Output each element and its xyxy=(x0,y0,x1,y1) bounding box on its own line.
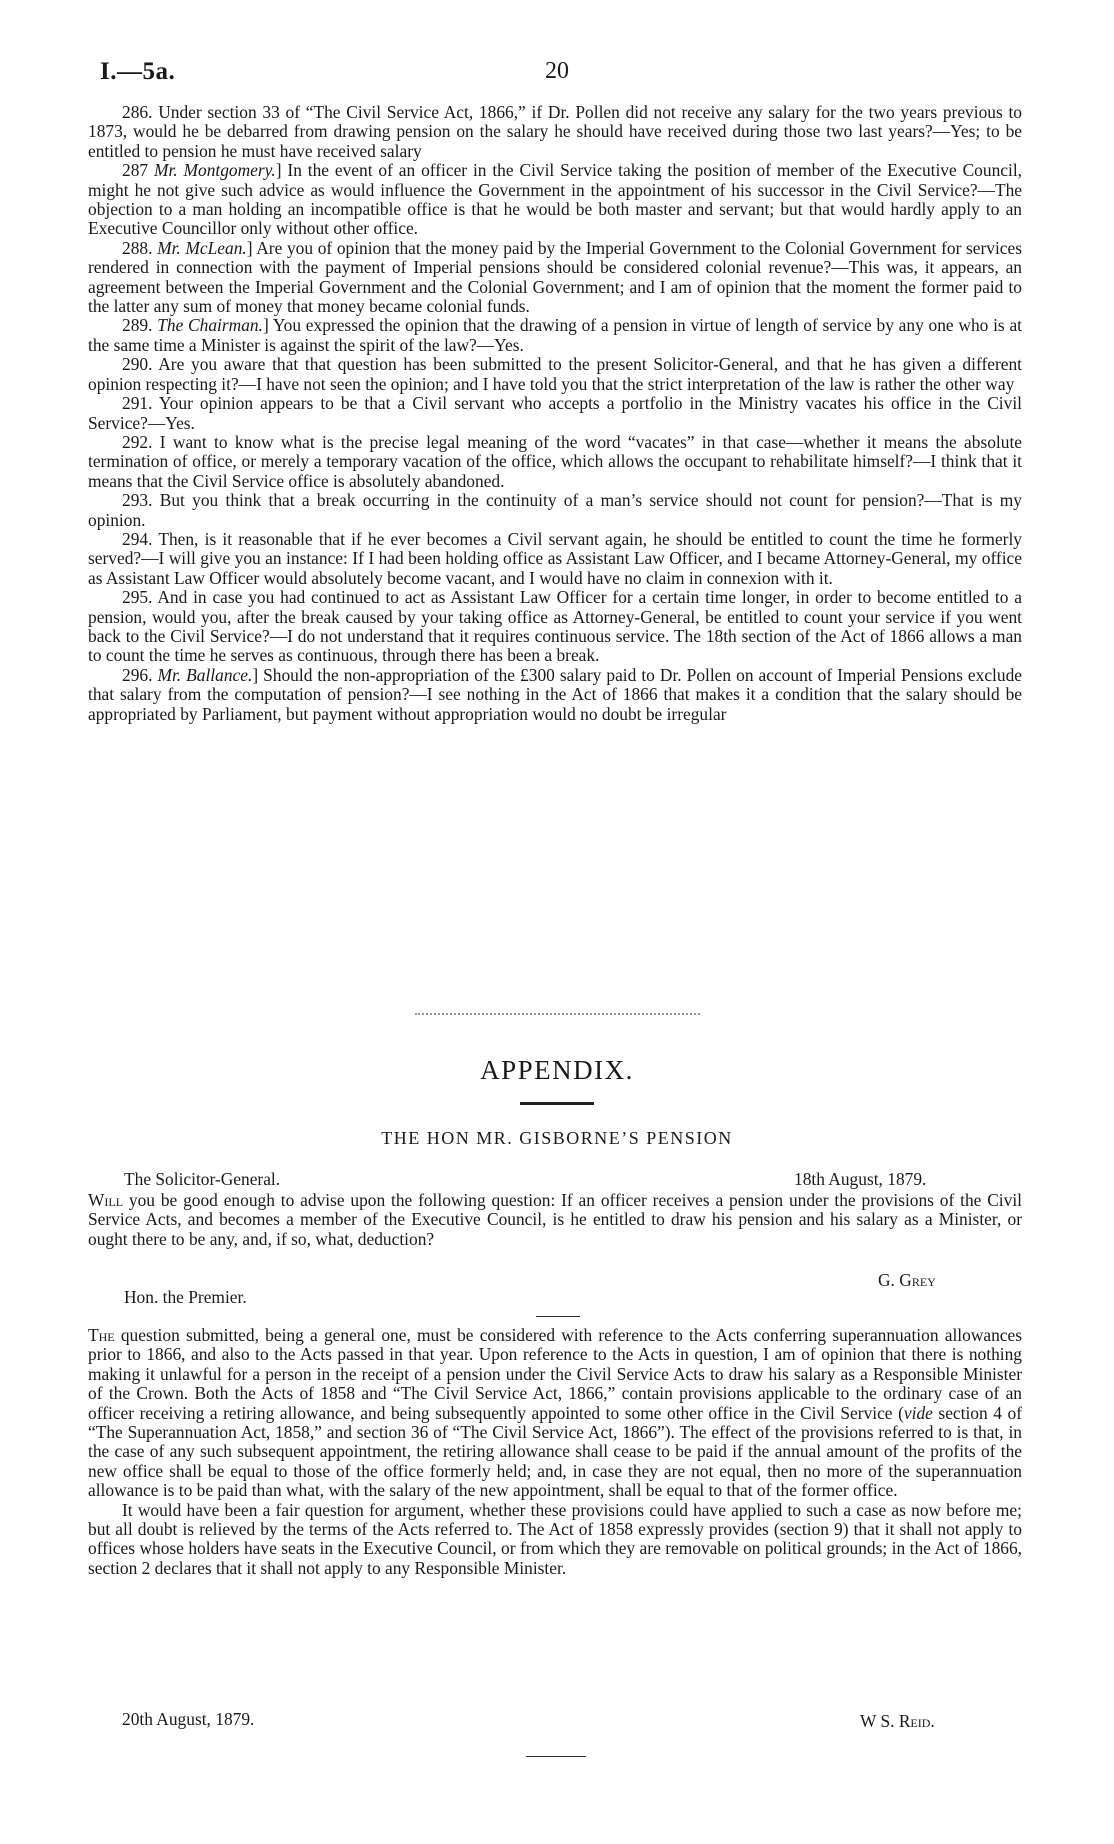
question-289 xyxy=(88,316,1022,355)
opinion-date: 20th August, 1879. xyxy=(122,1709,255,1729)
question-292 xyxy=(88,433,1022,491)
question-number: 291. xyxy=(122,393,159,414)
appendix-subtitle: THE HON MR. GISBORNE’S PENSION xyxy=(381,1128,733,1148)
question-293 xyxy=(88,491,1022,530)
minutes-of-evidence xyxy=(88,103,1022,724)
question-296 xyxy=(88,666,1022,724)
question-text: But you think that a break occurring in the continuity of a man’s service should not count for pension?—That is my opinion. xyxy=(88,490,1022,530)
question-text: Are you aware that that question has been submitted to the present Solicitor-General, and that he has given a different opinion respecting it?—I have not seen the opinion; and I have told you that the strict interpretation of the law is rather the other way xyxy=(88,354,1022,394)
letter-body xyxy=(88,1191,1022,1249)
opinion-paragraph-2: It would have been a fair question for argument, whether these provisions could have applied to such a case as now before me; but all doubt is relieved by the terms of the Acts referred to. The Act of 1858 expressly provides (section 9) that it shall not apply to offices whose holders have seats in the Executive Council, or from which they are removable on political grounds; in the Act of 1866, section 2 declares that it shall not apply to any Responsible Minister. xyxy=(88,1499,1022,1578)
question-291 xyxy=(88,394,1022,433)
letter-lead-word: Will xyxy=(88,1190,124,1210)
speaker-name: Mr. Montgomery. xyxy=(153,160,276,181)
question-286 xyxy=(88,103,1022,161)
question-number: 295. xyxy=(122,587,158,608)
vide-word: vide xyxy=(903,1402,933,1423)
question-294 xyxy=(88,530,1022,588)
letter-text xyxy=(88,1191,1022,1249)
question-text: ] Should the non-appropriation of the £300 salary paid to Dr. Pollen on account of Imperial Pensions exclude that salary from the computation of pension?—I see nothing in the Act of 1866 that makes it a condition that the salary should be appropriated by Parliament, but payment without appropriation would no doubt be irregular xyxy=(88,664,1022,724)
question-number: 294. xyxy=(122,528,159,549)
opinion-signature: W S. Reid. xyxy=(860,1711,935,1731)
letter-addressee: The Solicitor-General. xyxy=(124,1169,281,1189)
page-header xyxy=(0,58,1114,88)
end-rule xyxy=(526,1756,586,1757)
question-number: 292. xyxy=(122,431,160,452)
section-separator xyxy=(415,1013,700,1015)
letter-signature: G. Grey xyxy=(878,1270,936,1290)
speaker-name: Mr. McLean. xyxy=(157,237,247,258)
opinion-lead-word: The xyxy=(88,1325,115,1345)
opinion-text-continued: section 4 of “The Superannuation Act, 1858,” and section 36 of “The Civil Service Act, 1866”). The effect of the provisions referred to is that, in the case of any such subsequent appointment, the retiring allowance shall cease to be paid if the annual amount of the profits of the new office shall be equal to those of the office formerly held; and, in case they are not equal, then no more of the superannuation allowance is to be paid than what, with the salary of the new appointment, shall be equal to that of the former office. xyxy=(88,1402,1022,1501)
question-number: 288. xyxy=(122,237,158,258)
speaker-name: The Chairman. xyxy=(157,315,263,336)
question-number: 287 xyxy=(122,160,154,181)
question-text: ] Are you of opinion that the money paid by the Imperial Government to the Colonial Government for services rendered in connection with the payment of Imperial pensions should be considered colonial revenue?—This was, it appears, an agreement between the Imperial Government and the Colonial Government; and I am of opinion that the moment the former paid to the latter any sum of money that money became colonial funds. xyxy=(88,237,1023,317)
legal-opinion xyxy=(88,1326,1022,1578)
letter-date: 18th August, 1879. xyxy=(794,1169,927,1189)
question-number: 290. xyxy=(122,354,159,375)
divider-rule xyxy=(536,1316,580,1317)
question-number: 286. xyxy=(122,102,159,122)
question-text: Your opinion appears to be that a Civil servant who accepts a portfolio in the Ministry vacates his office in the Civil Service?—Yes. xyxy=(88,393,1022,433)
question-text: And in case you had continued to act as Assistant Law Officer for a certain time longer, in order to become entitled to a pension, would you, after the break caused by your taking office as Attorney-General, be entitled to count your service if you went back to the Civil Service?—I do not understand that it requires continuous service. The 18th section of the Act of 1866 allows a man to count the time he serves as continuous, through there has been a break. xyxy=(88,587,1022,666)
question-text: Then, is it reasonable that if he ever becomes a Civil servant again, he should be entitled to count the time he formerly served?—I will give you an instance: If I had been holding office as Assistant Law Officer, and I became Attorney-General, my office as Assistant Law Officer would absolutely become vacant, and I would have no claim in connexion with it. xyxy=(88,528,1022,588)
question-number: 293. xyxy=(122,490,160,511)
opinion-text: question submitted, being a general one, must be considered with reference to the Acts conferring superannuation allowances prior to 1866, and also to the Acts passed in that year. Upon reference to the Acts in question, I am of opinion that there is nothing making it unlawful for a person in the receipt of a pension under the Civil Service Acts to draw his salary as a Responsible Minister of the Crown. Both the Acts of 1858 and “The Civil Service Act, 1866,” contain provisions applicable to the ordinary case of an officer receiving a retiring allowance, and being subsequently appointed to some other office in the Civil Service ( xyxy=(88,1325,1022,1423)
question-290 xyxy=(88,355,1022,394)
document-reference: I.—5a. xyxy=(100,58,176,85)
question-text: I want to know what is the precise legal meaning of the word “vacates” in that case—whether it means the absolute termination of office, or merely a temporary vacation of the office, which allows the occupant to rehabilitate himself?—I think that it means that the Civil Service office is absolutely abandoned. xyxy=(88,431,1023,491)
appendix-heading: APPENDIX. xyxy=(480,1055,634,1085)
page-number: 20 xyxy=(545,58,569,84)
question-text: Under section 33 of “The Civil Service Act, 1866,” if Dr. Pollen did not receive any salary for the two years previous to 1873, would he be debarred from drawing pension on the salary he should have received during those two last years?—Yes; to be entitled to pension he must have received salary xyxy=(88,102,1023,161)
question-295 xyxy=(88,588,1022,666)
question-text: ] You expressed the opinion that the drawing of a pension in virtue of length of service by any one who is at the same time a Minister is against the spirit of the law?—Yes. xyxy=(88,315,1023,355)
heading-rule xyxy=(520,1102,594,1105)
question-text: ] In the event of an officer in the Civil Service taking the position of member of the Executive Council, might he not give such advice as would influence the Government in the appointment of his successor in the Civil Service?—The objection to a man holding an incompatible office is that he would be both master and servant; but that would hardly apply to an Executive Councillor only without other office. xyxy=(88,160,1022,239)
question-number: 289. xyxy=(122,315,158,336)
letter-question: you be good enough to advise upon the following question: If an officer receives a pension under the provisions of the Civil Service Acts, and becomes a member of the Executive Council, is he entitled to draw his pension and his salary as a Minister, or ought there to be any, and, if so, what, deduction? xyxy=(88,1190,1022,1249)
question-287 xyxy=(88,161,1022,239)
question-number: 296. xyxy=(122,664,158,685)
speaker-name: Mr. Ballance. xyxy=(157,664,253,685)
letter-recipient: Hon. the Premier. xyxy=(124,1287,247,1307)
question-288 xyxy=(88,239,1022,317)
opinion-paragraph-1 xyxy=(88,1326,1022,1501)
